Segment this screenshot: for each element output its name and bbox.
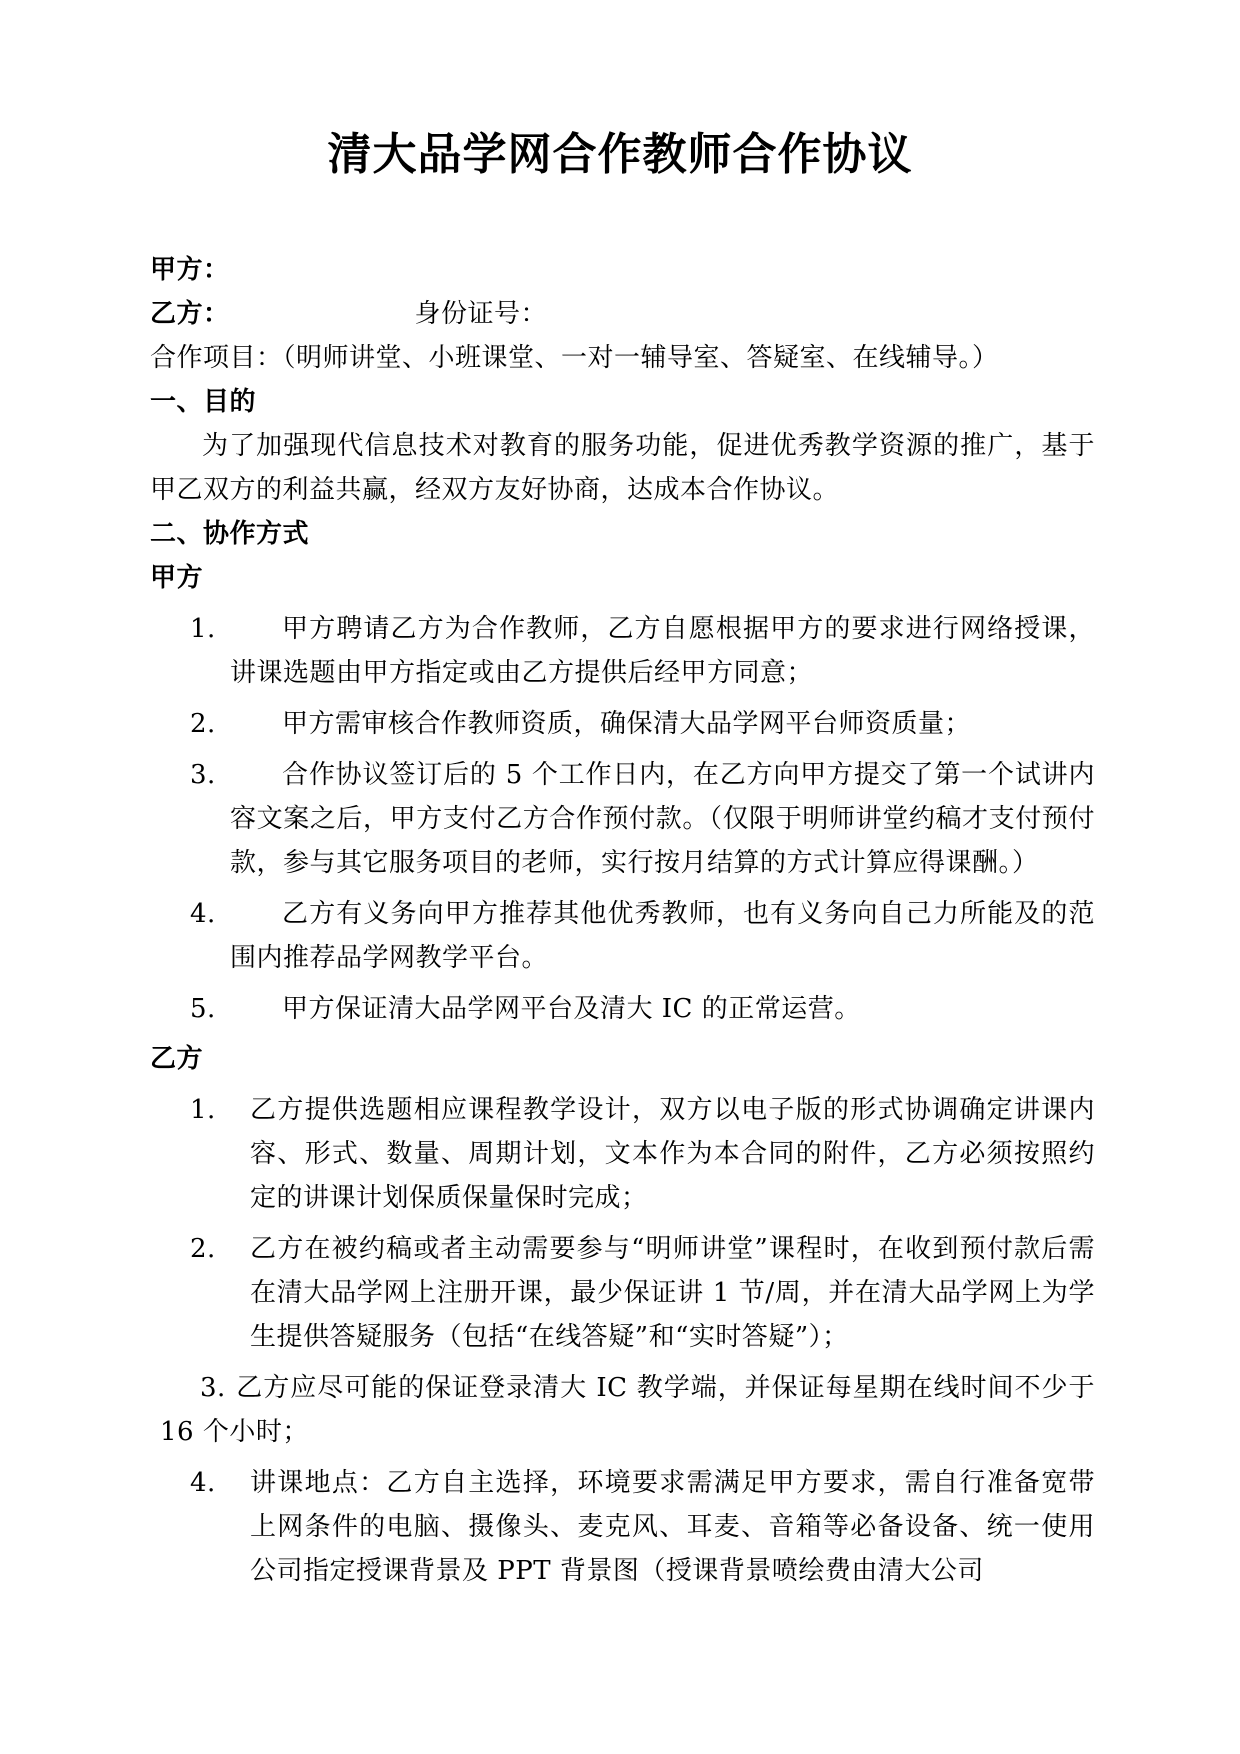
item-text: 甲方聘请乙方为合作教师，乙方自愿根据甲方的要求进行网络授课，讲课选题由甲方指定或由乙方提供后经甲方同意； [230, 614, 1095, 688]
section-1-text: 为了加强现代信息技术对教育的服务功能，促进优秀教学资源的推广，基于甲乙双方的利益共赢，经双方友好协商，达成本合作协议。 [150, 431, 1095, 505]
party-b-item-2 [150, 1227, 1095, 1359]
item-text: 甲方需审核合作教师资质，确保清大品学网平台师资质量； [282, 709, 972, 739]
item-number: 3. [190, 760, 216, 790]
cooperation-project-line: 合作项目：（明师讲堂、小班课堂、一对一辅导室、答疑室、在线辅导。） [150, 343, 999, 373]
item-text: 合作协议签订后的 5 个工作日内，在乙方向甲方提交了第一个试讲内容文案之后，甲方支付乙方合作预付款。（仅限于明师讲堂约稿才支付预付款，参与其它服务项目的老师，实行按月结算的方式计算应得课酬。） [230, 760, 1095, 878]
party-a-item-2 [150, 702, 1095, 746]
document-body [150, 248, 1095, 1593]
item-text: 乙方在被约稿或者主动需要参与“明师讲堂”课程时，在收到预付款后需在清大品学网上注册开课，最少保证讲 1 节/周，并在清大品学网上为学生提供答疑服务（包括“在线答疑”和“实时答疑”）； [250, 1234, 1095, 1352]
item-number: 3. [200, 1373, 226, 1403]
item-text: 讲课地点：乙方自主选择，环境要求需满足甲方要求，需自行准备宽带上网条件的电脑、摄像头、麦克风、耳麦、音箱等必备设备、统一使用公司指定授课背景及 PPT 背景图（授课背景喷绘费由清大公司 [250, 1468, 1095, 1586]
party-a-item-3 [150, 753, 1095, 885]
party-a-heading: 甲方 [150, 563, 204, 593]
party-a-item-4 [150, 892, 1095, 980]
item-number: 2. [190, 1234, 216, 1264]
party-b-label: 乙方： [150, 299, 230, 329]
item-number: 4. [190, 1468, 216, 1498]
section-2-heading: 二、协作方式 [150, 519, 310, 549]
item-text: 乙方有义务向甲方推荐其他优秀教师，也有义务向自己力所能及的范围内推荐品学网教学平台。 [230, 899, 1095, 973]
item-number: 1. [190, 614, 216, 644]
item-number: 5. [190, 994, 216, 1024]
party-b-item-3 [150, 1366, 1095, 1454]
item-text: 乙方应尽可能的保证登录清大 IC 教学端，并保证每星期在线时间不少于 16 个小时； [160, 1373, 1095, 1447]
document-title: 清大品学网合作教师合作协议 [327, 129, 913, 180]
party-a-item-5 [150, 987, 1095, 1031]
item-number: 1. [190, 1095, 216, 1125]
item-number: 4. [190, 899, 216, 929]
party-b-heading: 乙方 [150, 1044, 204, 1074]
party-a-item-1 [150, 607, 1095, 695]
item-text: 乙方提供选题相应课程教学设计，双方以电子版的形式协调确定讲课内容、形式、数量、周期计划，文本作为本合同的附件，乙方必须按照约定的讲课计划保质保量保时完成； [250, 1095, 1095, 1213]
party-b-item-4 [150, 1461, 1095, 1593]
party-b-line [150, 292, 1095, 336]
section-1-heading: 一、目的 [150, 387, 257, 417]
party-a-label: 甲方： [150, 255, 230, 285]
item-number: 2. [190, 709, 216, 739]
id-number-label: 身份证号： [414, 299, 548, 329]
item-text: 甲方保证清大品学网平台及清大 IC 的正常运营。 [282, 994, 861, 1024]
party-b-item-1 [150, 1088, 1095, 1220]
